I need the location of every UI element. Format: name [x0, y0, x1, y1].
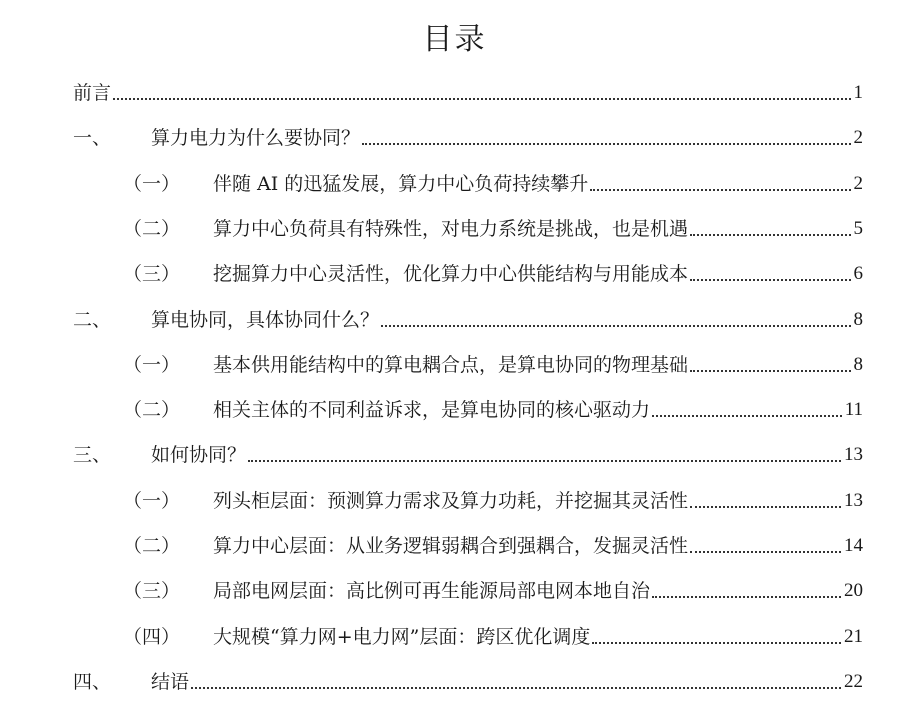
dot-leader: [191, 687, 841, 689]
dot-leader: [592, 642, 841, 644]
toc-entry-label: 结语: [151, 671, 190, 693]
toc-entry[interactable]: [123, 169, 863, 199]
toc-entry-page-number: 11: [844, 399, 863, 420]
toc-entry-page-number: 13: [844, 444, 863, 465]
toc-entry-number: 三、: [73, 444, 112, 466]
toc-entry-label: 算电协同，具体协同什么？: [151, 309, 380, 331]
toc-entry-number: （三）: [123, 580, 181, 602]
toc-entry[interactable]: [73, 440, 863, 470]
toc-entry-number: 一、: [73, 127, 112, 149]
toc-entry[interactable]: [123, 622, 863, 652]
toc-entry-label: 基本供用能结构中的算电耦合点，是算电协同的物理基础: [213, 354, 689, 376]
toc-entry-label: 如何协同？: [151, 444, 247, 466]
toc-entry-number: 二、: [73, 309, 112, 331]
toc-entry-label: 前言: [73, 82, 112, 104]
toc-entry-number: （一）: [123, 490, 181, 512]
dot-leader: [381, 325, 850, 327]
toc-entry[interactable]: [73, 78, 863, 108]
toc-entry[interactable]: [123, 259, 863, 289]
toc-entry-label: 大规模“算力网+电力网”层面：跨区优化调度: [213, 626, 591, 648]
toc-entry[interactable]: [123, 576, 863, 606]
toc-entry[interactable]: [123, 486, 863, 516]
toc-entry-label: 算力中心负荷具有特殊性，对电力系统是挑战，也是机遇: [213, 218, 689, 240]
toc-entry[interactable]: [73, 305, 863, 335]
toc-entry[interactable]: [73, 123, 863, 153]
dot-leader: [690, 370, 850, 372]
page-title: 目录: [422, 22, 487, 57]
toc-entry-number: （二）: [123, 535, 181, 557]
dot-leader: [590, 189, 850, 191]
toc-entry-label: 算力中心层面：从业务逻辑弱耦合到强耦合，发掘灵活性: [213, 535, 689, 557]
toc-entry[interactable]: [123, 531, 863, 561]
dot-leader: [652, 415, 842, 417]
toc-entry-page-number: 5: [853, 218, 863, 239]
dot-leader: [690, 551, 841, 553]
dot-leader: [690, 234, 850, 236]
toc-entry-page-number: 21: [844, 626, 863, 647]
toc-entry-page-number: 6: [853, 263, 863, 284]
toc-entry-page-number: 1: [853, 82, 863, 103]
toc-entry-page-number: 2: [853, 173, 863, 194]
toc-entry-number: （一）: [123, 354, 181, 376]
toc-entry-page-number: 14: [844, 535, 863, 556]
toc-entry-page-number: 20: [844, 580, 863, 601]
toc-entry-label: 算力电力为什么要协同？: [151, 127, 361, 149]
dot-leader: [690, 279, 850, 281]
toc-entry-label: 相关主体的不同利益诉求，是算电协同的核心驱动力: [213, 399, 651, 421]
toc-entry-number: （三）: [123, 263, 181, 285]
toc-entry-label: 伴随 AI 的迅猛发展，算力中心负荷持续攀升: [213, 173, 589, 195]
dot-leader: [652, 596, 841, 598]
toc-entry-number: （二）: [123, 218, 181, 240]
dot-leader: [362, 143, 850, 145]
toc-entry[interactable]: [123, 350, 863, 380]
toc-entry-page-number: 13: [844, 490, 863, 511]
toc-entry-number: （二）: [123, 399, 181, 421]
toc-entry-page-number: 8: [853, 354, 863, 375]
toc-entry-label: 列头柜层面：预测算力需求及算力功耗，并挖掘其灵活性: [213, 490, 689, 512]
toc-entry-number: 四、: [73, 671, 112, 693]
toc-entry[interactable]: [123, 214, 863, 244]
dot-leader: [690, 506, 841, 508]
toc-entry-number: （一）: [123, 173, 181, 195]
toc-entry-label: 局部电网层面：高比例可再生能源局部电网本地自治: [213, 580, 651, 602]
dot-leader: [113, 98, 850, 100]
toc-entry[interactable]: [123, 395, 863, 425]
toc-entry[interactable]: [73, 667, 863, 697]
toc-entry-page-number: 8: [853, 309, 863, 330]
toc-entry-label: 挖掘算力中心灵活性，优化算力中心供能结构与用能成本: [213, 263, 689, 285]
toc-entry-number: （四）: [123, 626, 181, 648]
toc-entry-page-number: 22: [844, 671, 863, 692]
toc-entry-page-number: 2: [853, 127, 863, 148]
dot-leader: [248, 460, 841, 462]
